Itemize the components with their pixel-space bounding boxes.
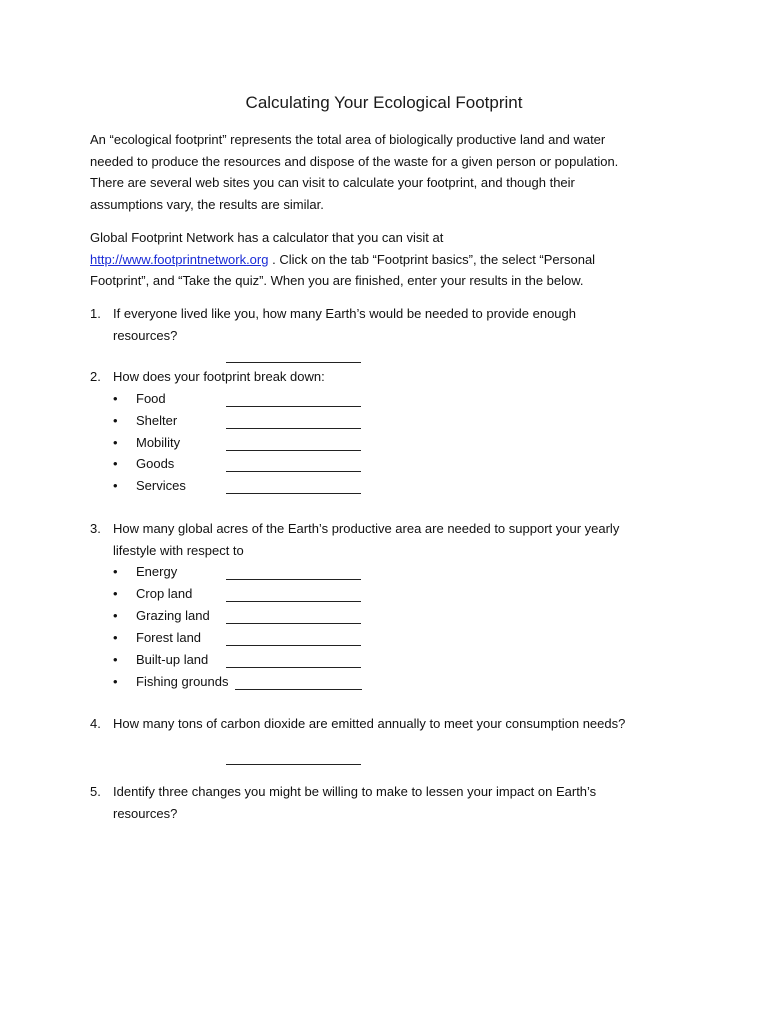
intro-line: assumptions vary, the results are similar. [90, 196, 324, 212]
footprint-network-link[interactable]: http://www.footprintnetwork.org [90, 251, 269, 267]
bullet-icon: • [113, 652, 118, 667]
intro-line: An “ecological footprint” represents the total area of biologically productive land and water [90, 132, 606, 147]
question-number: 2. [90, 369, 101, 384]
item-label: Fishing grounds [136, 674, 229, 689]
page-title: Calculating Your Ecological Footprint [245, 93, 523, 112]
question-text: How many tons of carbon dioxide are emitted annually to meet your consumption needs? [113, 716, 626, 731]
item-label: Food [136, 391, 166, 406]
item-label: Grazing land [136, 608, 210, 623]
bullet-icon: • [113, 456, 118, 471]
question-number: 1. [90, 306, 101, 321]
answer-blank-mobility[interactable] [226, 449, 361, 451]
item-label: Mobility [136, 435, 181, 450]
instructions-line: Global Footprint Network has a calculator that you can visit at [90, 230, 444, 245]
item-label: Forest land [136, 630, 202, 645]
bullet-icon: • [113, 435, 118, 450]
bullet-icon: • [113, 608, 118, 623]
answer-blank-food[interactable] [226, 405, 361, 407]
question-4 [90, 713, 690, 735]
question-text: How many global acres of the Earth’s productive area are needed to support your yearly [113, 521, 620, 536]
item-label: Goods [136, 456, 175, 471]
question-number: 3. [90, 521, 101, 536]
bullet-icon: • [113, 564, 118, 579]
item-label: Crop land [136, 586, 193, 601]
item-label: Energy [136, 564, 178, 579]
bullet-icon: • [113, 413, 118, 428]
question-text: resources? [113, 805, 178, 821]
question-text: How does your footprint break down: [113, 369, 325, 384]
answer-blank-q4[interactable] [226, 763, 361, 765]
bullet-icon: • [113, 478, 118, 493]
intro-line: needed to produce the resources and dispose of the waste for a given person or population. [90, 153, 619, 169]
question-2 [90, 366, 690, 388]
answer-blank-built-up-land[interactable] [226, 666, 361, 668]
question-1 [90, 303, 690, 346]
question-text: If everyone lived like you, how many Earth’s would be needed to provide enough [113, 306, 576, 321]
intro-paragraph [90, 129, 690, 215]
question-text: Identify three changes you might be willing to make to lessen your impact on Earth’s [113, 784, 597, 799]
instructions-paragraph [90, 227, 690, 292]
bullet-icon: • [113, 674, 118, 689]
instructions-line: Footprint”, and “Take the quiz”. When you are finished, enter your results in the below. [90, 273, 584, 289]
answer-blank-goods[interactable] [226, 470, 361, 472]
question-number: 4. [90, 716, 101, 731]
answer-blank-shelter[interactable] [226, 427, 361, 429]
question-text: lifestyle with respect to [113, 542, 244, 558]
question-3 [90, 518, 690, 561]
intro-line: There are several web sites you can visit to calculate your footprint, and though their [90, 175, 575, 191]
bullet-icon: • [113, 586, 118, 601]
answer-blank-grazing-land[interactable] [226, 622, 361, 624]
answer-blank-energy[interactable] [226, 578, 361, 580]
bullet-icon: • [113, 630, 118, 645]
item-label: Built-up land [136, 652, 209, 667]
item-label: Shelter [136, 413, 178, 428]
answer-blank-forest-land[interactable] [226, 644, 361, 646]
instructions-line [90, 249, 690, 271]
answer-blank-fishing-grounds[interactable] [235, 688, 362, 690]
question-number: 5. [90, 784, 101, 799]
answer-blank-services[interactable] [226, 492, 361, 494]
instructions-text: . Click on the tab “Footprint basics”, the select “Personal [268, 251, 596, 267]
bullet-icon: • [113, 391, 118, 406]
answer-blank-crop-land[interactable] [226, 600, 361, 602]
item-label: Services [136, 478, 186, 493]
answer-blank-q1[interactable] [226, 361, 361, 363]
question-5 [90, 781, 690, 824]
question-text: resources? [113, 327, 178, 343]
